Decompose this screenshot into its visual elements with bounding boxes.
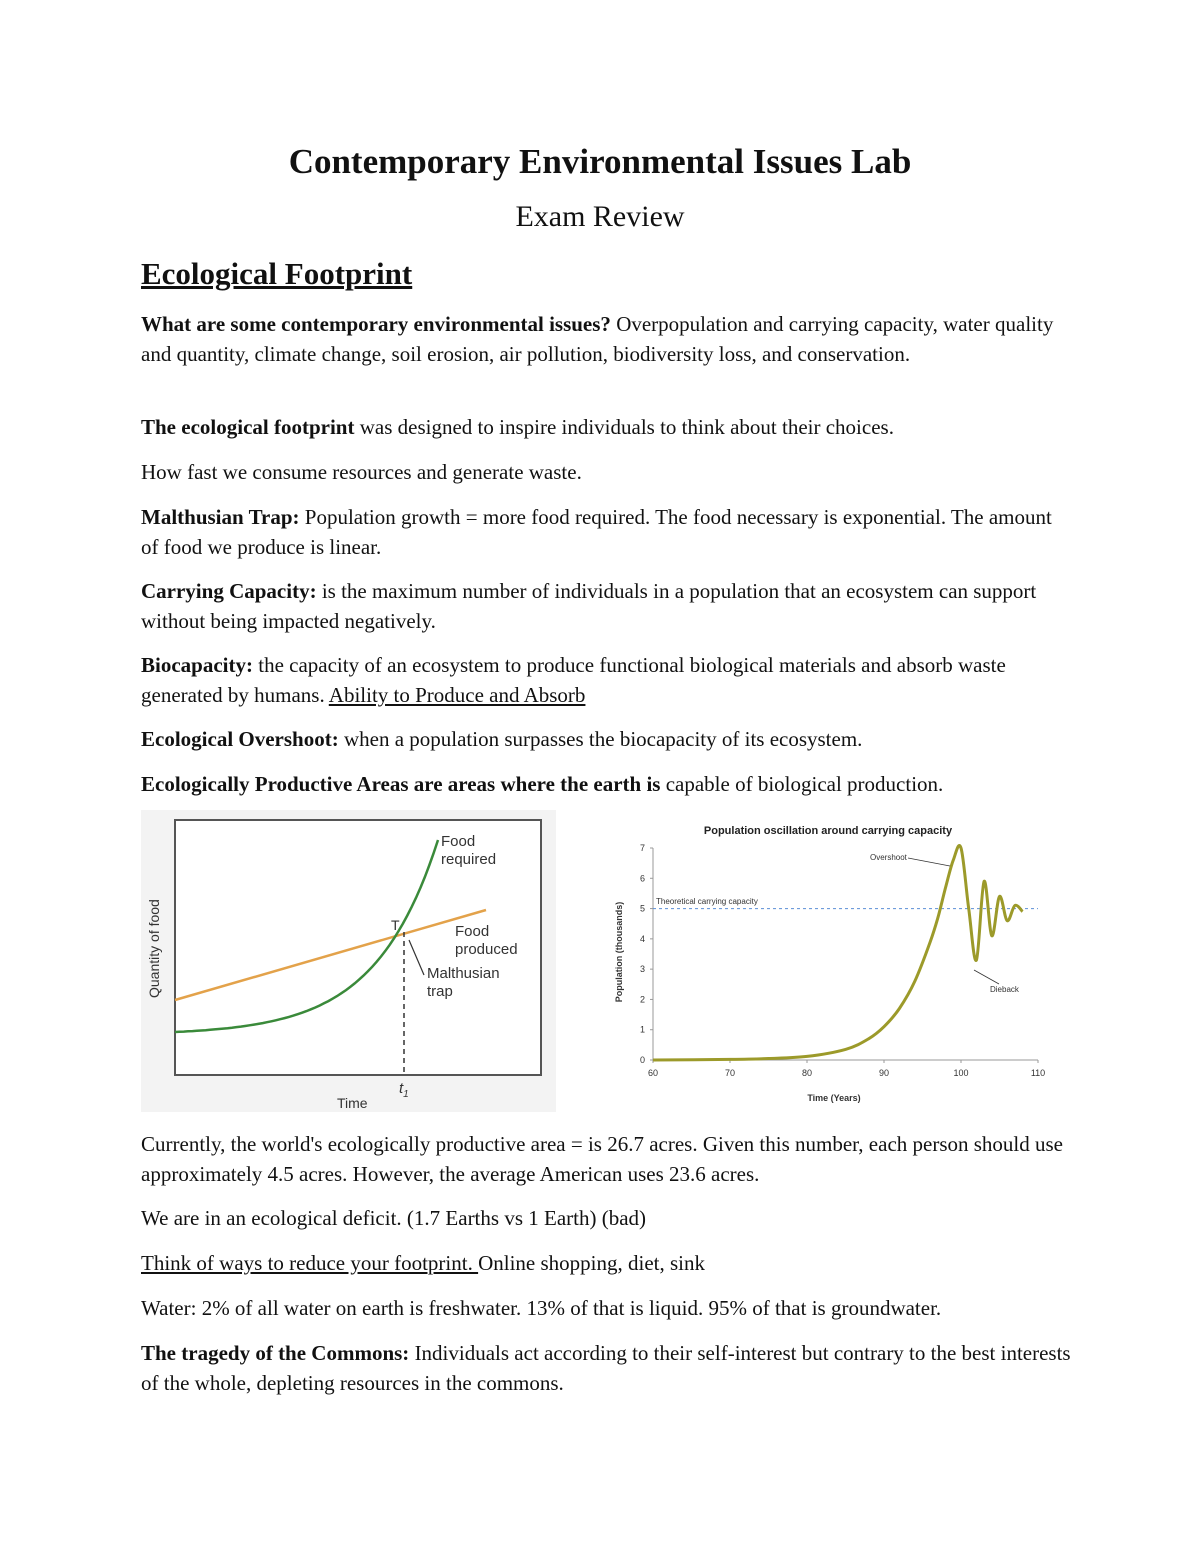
label-food-produced-2: produced xyxy=(455,941,518,958)
section-heading: Ecological Footprint xyxy=(141,256,413,291)
label-overshoot: Overshoot xyxy=(870,853,907,862)
definition-productive-areas: capable of biological production. xyxy=(660,772,944,796)
term-footprint: The ecological footprint xyxy=(141,415,355,439)
definition-footprint: was designed to inspire individuals to think about their choices. xyxy=(354,415,894,439)
paragraph-productive-area-stats xyxy=(141,1130,1071,1189)
label-malthusian-1: Malthusian xyxy=(427,965,500,982)
chart1-y-axis-label: Quantity of food xyxy=(146,899,162,998)
chart2-y-tick-label: 0 xyxy=(639,1055,645,1065)
paragraph-reduce-footprint xyxy=(141,1249,1071,1279)
label-food-produced-1: Food xyxy=(455,923,490,940)
malthusian-trap-chart xyxy=(141,810,556,1112)
term-carrying-capacity: Carrying Capacity: xyxy=(141,579,317,603)
consumption-text: How fast we consume resources and generate waste. xyxy=(141,460,582,484)
paragraph-water xyxy=(141,1294,1071,1324)
paragraph-footprint xyxy=(141,413,1071,443)
chart2-y-tick-label: 1 xyxy=(639,1024,645,1035)
chart2-x-tick-label: 110 xyxy=(1030,1068,1046,1078)
chart2-x-tick-label: 60 xyxy=(647,1068,659,1078)
definition-carrying-capacity: is the maximum number of individuals in a population that an ecosystem can support without being impacted negatively. xyxy=(141,579,1037,633)
productive-area-stats-text: Currently, the world's ecologically productive area = is 26.7 acres. Given this number, each person should use approximately 4.5 acres. However, the average American uses 23.6 acres. xyxy=(141,1132,1064,1186)
chart2-background xyxy=(606,812,1050,1108)
document-title: Contemporary Environmental Issues Lab xyxy=(288,142,912,181)
definition-issues: Overpopulation and carrying capacity, water quality and quantity, climate change, soil erosion, air pollution, biodiversity loss, and conservation. xyxy=(141,312,1054,366)
chart2-x-tick-label: 100 xyxy=(953,1068,969,1078)
term-overshoot: Ecological Overshoot: xyxy=(141,727,339,751)
paragraph-overshoot xyxy=(141,725,1071,755)
label-malthusian-2: trap xyxy=(427,983,453,1000)
paragraph-carrying-capacity xyxy=(141,577,1071,636)
water-text: Water: 2% of all water on earth is freshwater. 13% of that is liquid. 95% of that is groundwater. xyxy=(141,1296,942,1320)
chart2-y-tick-label: 6 xyxy=(639,873,645,884)
chart2-y-tick-label: 5 xyxy=(639,903,645,914)
chart2-y-tick-label: 4 xyxy=(639,933,645,944)
chart2-x-tick-label: 80 xyxy=(801,1068,813,1078)
document-subtitle: Exam Review xyxy=(515,200,685,233)
label-food-required-1: Food xyxy=(441,833,476,850)
x-tick-t1: $t_1$ xyxy=(399,1080,409,1100)
biocapacity-underline: Ability to Produce and Absorb xyxy=(328,682,586,707)
term-issues: What are some contemporary environmental issues? xyxy=(141,312,611,336)
chart2-y-tick-label: 2 xyxy=(639,994,645,1005)
chart2-x-tick-label: 90 xyxy=(878,1068,890,1078)
chart2-title: Population oscillation around carrying capacity xyxy=(703,825,953,837)
chart2-x-axis-label: Time (Years) xyxy=(807,1093,861,1103)
paragraph-issues xyxy=(141,310,1071,369)
term-productive-areas: Ecologically Productive Areas are areas where the earth is xyxy=(141,772,661,796)
reduce-footprint-underline: Think of ways to reduce your footprint. xyxy=(141,1251,479,1275)
paragraph-biocapacity xyxy=(141,651,1071,710)
paragraph-consumption xyxy=(141,458,1071,488)
term-biocapacity: Biocapacity: xyxy=(141,653,253,677)
paragraph-productive-areas xyxy=(141,770,1071,800)
reduce-footprint-text: Online shopping, diet, sink xyxy=(478,1251,706,1275)
label-T: T xyxy=(391,917,400,933)
chart2-x-tick-label: 70 xyxy=(724,1068,736,1078)
term-malthusian: Malthusian Trap: xyxy=(141,505,300,529)
label-dieback: Dieback xyxy=(990,985,1019,994)
chart1-x-axis-label: Time xyxy=(337,1095,368,1111)
paragraph-malthusian xyxy=(141,503,1071,562)
paragraph-deficit xyxy=(141,1204,1071,1234)
chart2-y-tick-label: 7 xyxy=(639,843,645,853)
population-oscillation-chart xyxy=(606,812,1050,1108)
carrying-capacity-label: Theoretical carrying capacity xyxy=(656,897,758,906)
definition-malthusian: Population growth = more food required. The food necessary is exponential. The amount of food we produce is linear. xyxy=(141,505,1052,559)
label-food-required-2: required xyxy=(441,851,497,868)
definition-biocapacity: the capacity of an ecosystem to produce functional biological materials and absorb waste generated by humans. xyxy=(141,653,1006,707)
chart2-y-tick-label: 3 xyxy=(639,964,645,975)
term-tragedy-commons: The tragedy of the Commons: xyxy=(141,1341,410,1365)
chart2-y-axis-label: Population (thousands) xyxy=(614,901,624,1003)
deficit-text: We are in an ecological deficit. (1.7 Earths vs 1 Earth) (bad) xyxy=(141,1206,647,1230)
paragraph-tragedy-commons xyxy=(141,1339,1071,1398)
definition-tragedy-commons: Individuals act according to their self-interest but contrary to the best interests of the whole, depleting resources in the commons. xyxy=(141,1341,1071,1395)
definition-overshoot: when a population surpasses the biocapacity of its ecosystem. xyxy=(338,727,863,751)
